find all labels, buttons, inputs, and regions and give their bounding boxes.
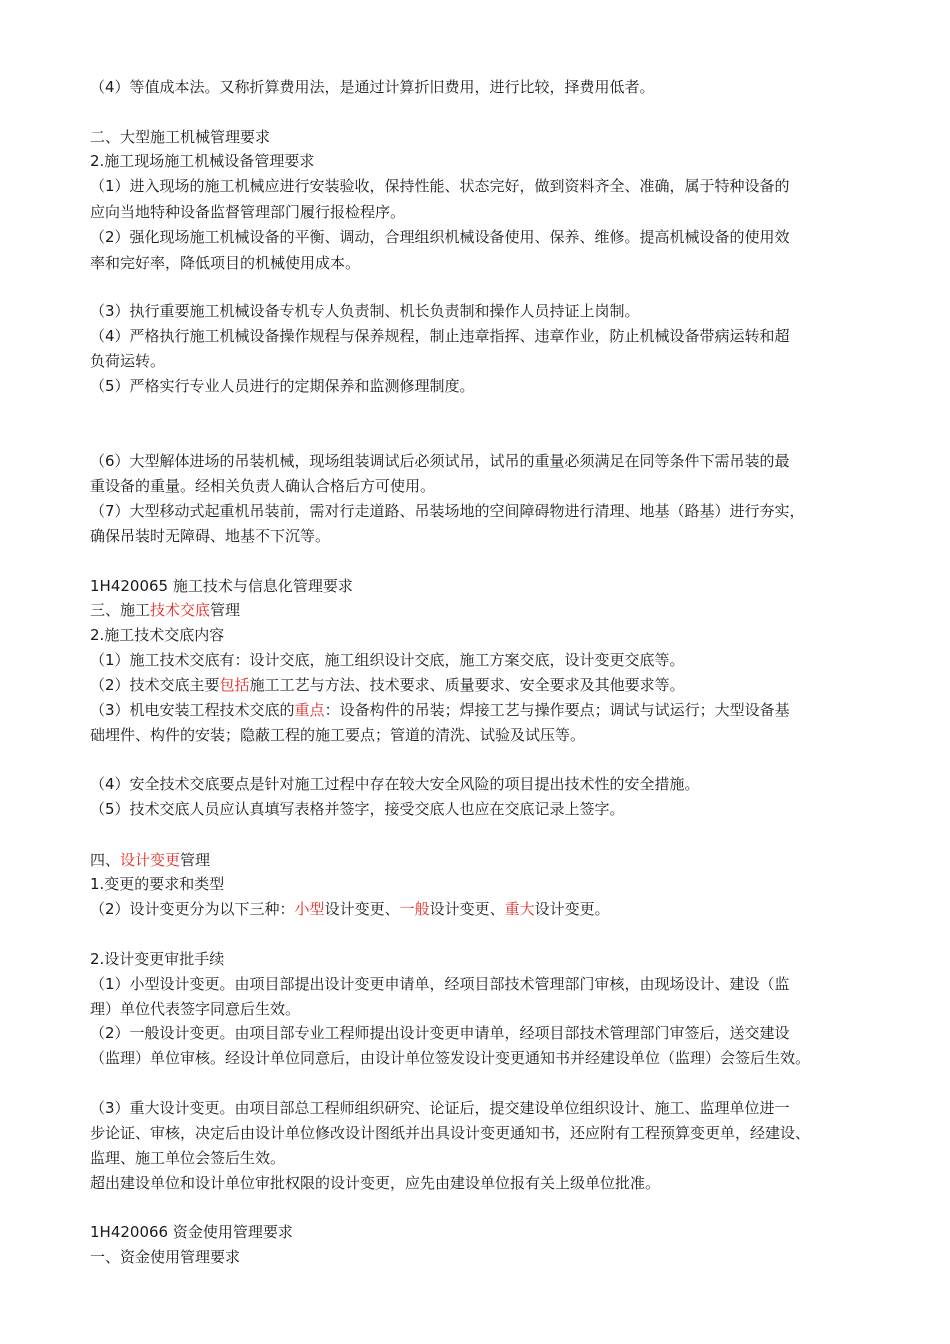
- section-heading-tech-briefing: 三、施工技术交底管理: [90, 601, 241, 619]
- list-item-6-line-1: （6）大型解体进场的吊装机械，现场组装调试后必须试吊，试吊的重量必须满足在同等条件下需吊装的最: [90, 452, 790, 470]
- approval-item-2-line-2: （监理）单位审核。经设计单位同意后，由设计单位签发设计变更通知书并经建设单位（监理）会签后生效。: [90, 1049, 811, 1067]
- list-item-1-line-1: （1）进入现场的施工机械应进行安装验收，保持性能、状态完好，做到资料齐全、准确，属于特种设备的: [90, 177, 790, 195]
- chapter-heading-1h420065: 1H420065 施工技术与信息化管理要求: [90, 577, 353, 595]
- section-heading-design-change: 四、设计变更管理: [90, 851, 211, 869]
- approval-item-3-line-2: 步论证、审核，决定后由设计单位修改设计图纸并出具设计变更通知书，还应附有工程预算变更单，经建设、: [90, 1124, 811, 1142]
- briefing-item-3-line-2: 础埋件、构件的安装；隐蔽工程的施工要点；管道的清洗、试验及试压等。: [90, 726, 586, 744]
- subheading-briefing-content: 2.施工技术交底内容: [90, 626, 225, 644]
- briefing-item-1: （1）施工技术交底有：设计交底，施工组织设计交底，施工方案交底，设计变更交底等。: [90, 651, 685, 669]
- chapter-heading-1h420066: 1H420066 资金使用管理要求: [90, 1223, 293, 1241]
- change-types-item: （2）设计变更分为以下三种：小型设计变更、一般设计变更、重大设计变更。: [90, 900, 610, 918]
- list-item-4-line-1: （4）严格执行施工机械设备操作规程与保养规程，制止违章指挥、违章作业，防止机械设备带病运转和超: [90, 327, 790, 345]
- briefing-item-3-line-1: （3）机电安装工程技术交底的重点：设备构件的吊装；焊接工艺与操作要点；调试与试运行；大型设备基: [90, 701, 790, 719]
- approval-item-1-line-1: （1）小型设计变更。由项目部提出设计变更申请单，经项目部技术管理部门审核，由现场设计、建设（监: [90, 975, 790, 993]
- list-item-7-line-2: 确保吊装时无障碍、地基不下沉等。: [90, 527, 331, 545]
- briefing-item-5: （5）技术交底人员应认真填写表格并签字，接受交底人也应在交底记录上签字。: [90, 800, 625, 818]
- approval-item-3-line-1: （3）重大设计变更。由项目部总工程师组织研究、论证后，提交建设单位组织设计、施工、监理单位进一: [90, 1099, 790, 1117]
- subheading-site-machinery-requirements: 2.施工现场施工机械设备管理要求: [90, 152, 315, 170]
- approval-item-3-line-3: 监理、施工单位会签后生效。: [90, 1149, 286, 1167]
- subheading-change-types: 1.变更的要求和类型: [90, 875, 225, 893]
- approval-item-1-line-2: 理）单位代表签字同意后生效。: [90, 1000, 301, 1018]
- section-heading-fund-usage: 一、资金使用管理要求: [90, 1248, 241, 1266]
- list-item-3: （3）执行重要施工机械设备专机专人负责制、机长负责制和操作人员持证上岗制。: [90, 302, 640, 320]
- section-heading-machinery: 二、大型施工机械管理要求: [90, 128, 271, 146]
- list-item-4-line-2: 负荷运转。: [90, 352, 166, 370]
- list-item-2-line-2: 率和完好率，降低项目的机械使用成本。: [90, 254, 361, 272]
- list-item-2-line-1: （2）强化现场施工机械设备的平衡、调动，合理组织机械设备使用、保养、维修。提高机械设备的使用效: [90, 228, 790, 246]
- briefing-item-4: （4）安全技术交底要点是针对施工过程中存在较大安全风险的项目提出技术性的安全措施。: [90, 775, 700, 793]
- paragraph-equivalent-cost-method: （4）等值成本法。又称折算费用法，是通过计算折旧费用，进行比较，择费用低者。: [90, 78, 655, 96]
- list-item-7-line-1: （7）大型移动式起重机吊装前，需对行走道路、吊装场地的空间障碍物进行清理、地基（路基）进行夯实，: [90, 502, 805, 520]
- list-item-6-line-2: 重设备的重量。经相关负责人确认合格后方可使用。: [90, 477, 436, 495]
- subheading-approval-procedure: 2.设计变更审批手续: [90, 950, 225, 968]
- list-item-5: （5）严格实行专业人员进行的定期保养和监测修理制度。: [90, 377, 475, 395]
- briefing-item-2: （2）技术交底主要包括施工工艺与方法、技术要求、质量要求、安全要求及其他要求等。: [90, 676, 685, 694]
- approval-note: 超出建设单位和设计单位审批权限的设计变更，应先由建设单位报有关上级单位批准。: [90, 1174, 661, 1192]
- list-item-1-line-2: 应向当地特种设备监督管理部门履行报检程序。: [90, 203, 406, 221]
- approval-item-2-line-1: （2）一般设计变更。由项目部专业工程师提出设计变更申请单，经项目部技术管理部门审签后，送交建设: [90, 1024, 790, 1042]
